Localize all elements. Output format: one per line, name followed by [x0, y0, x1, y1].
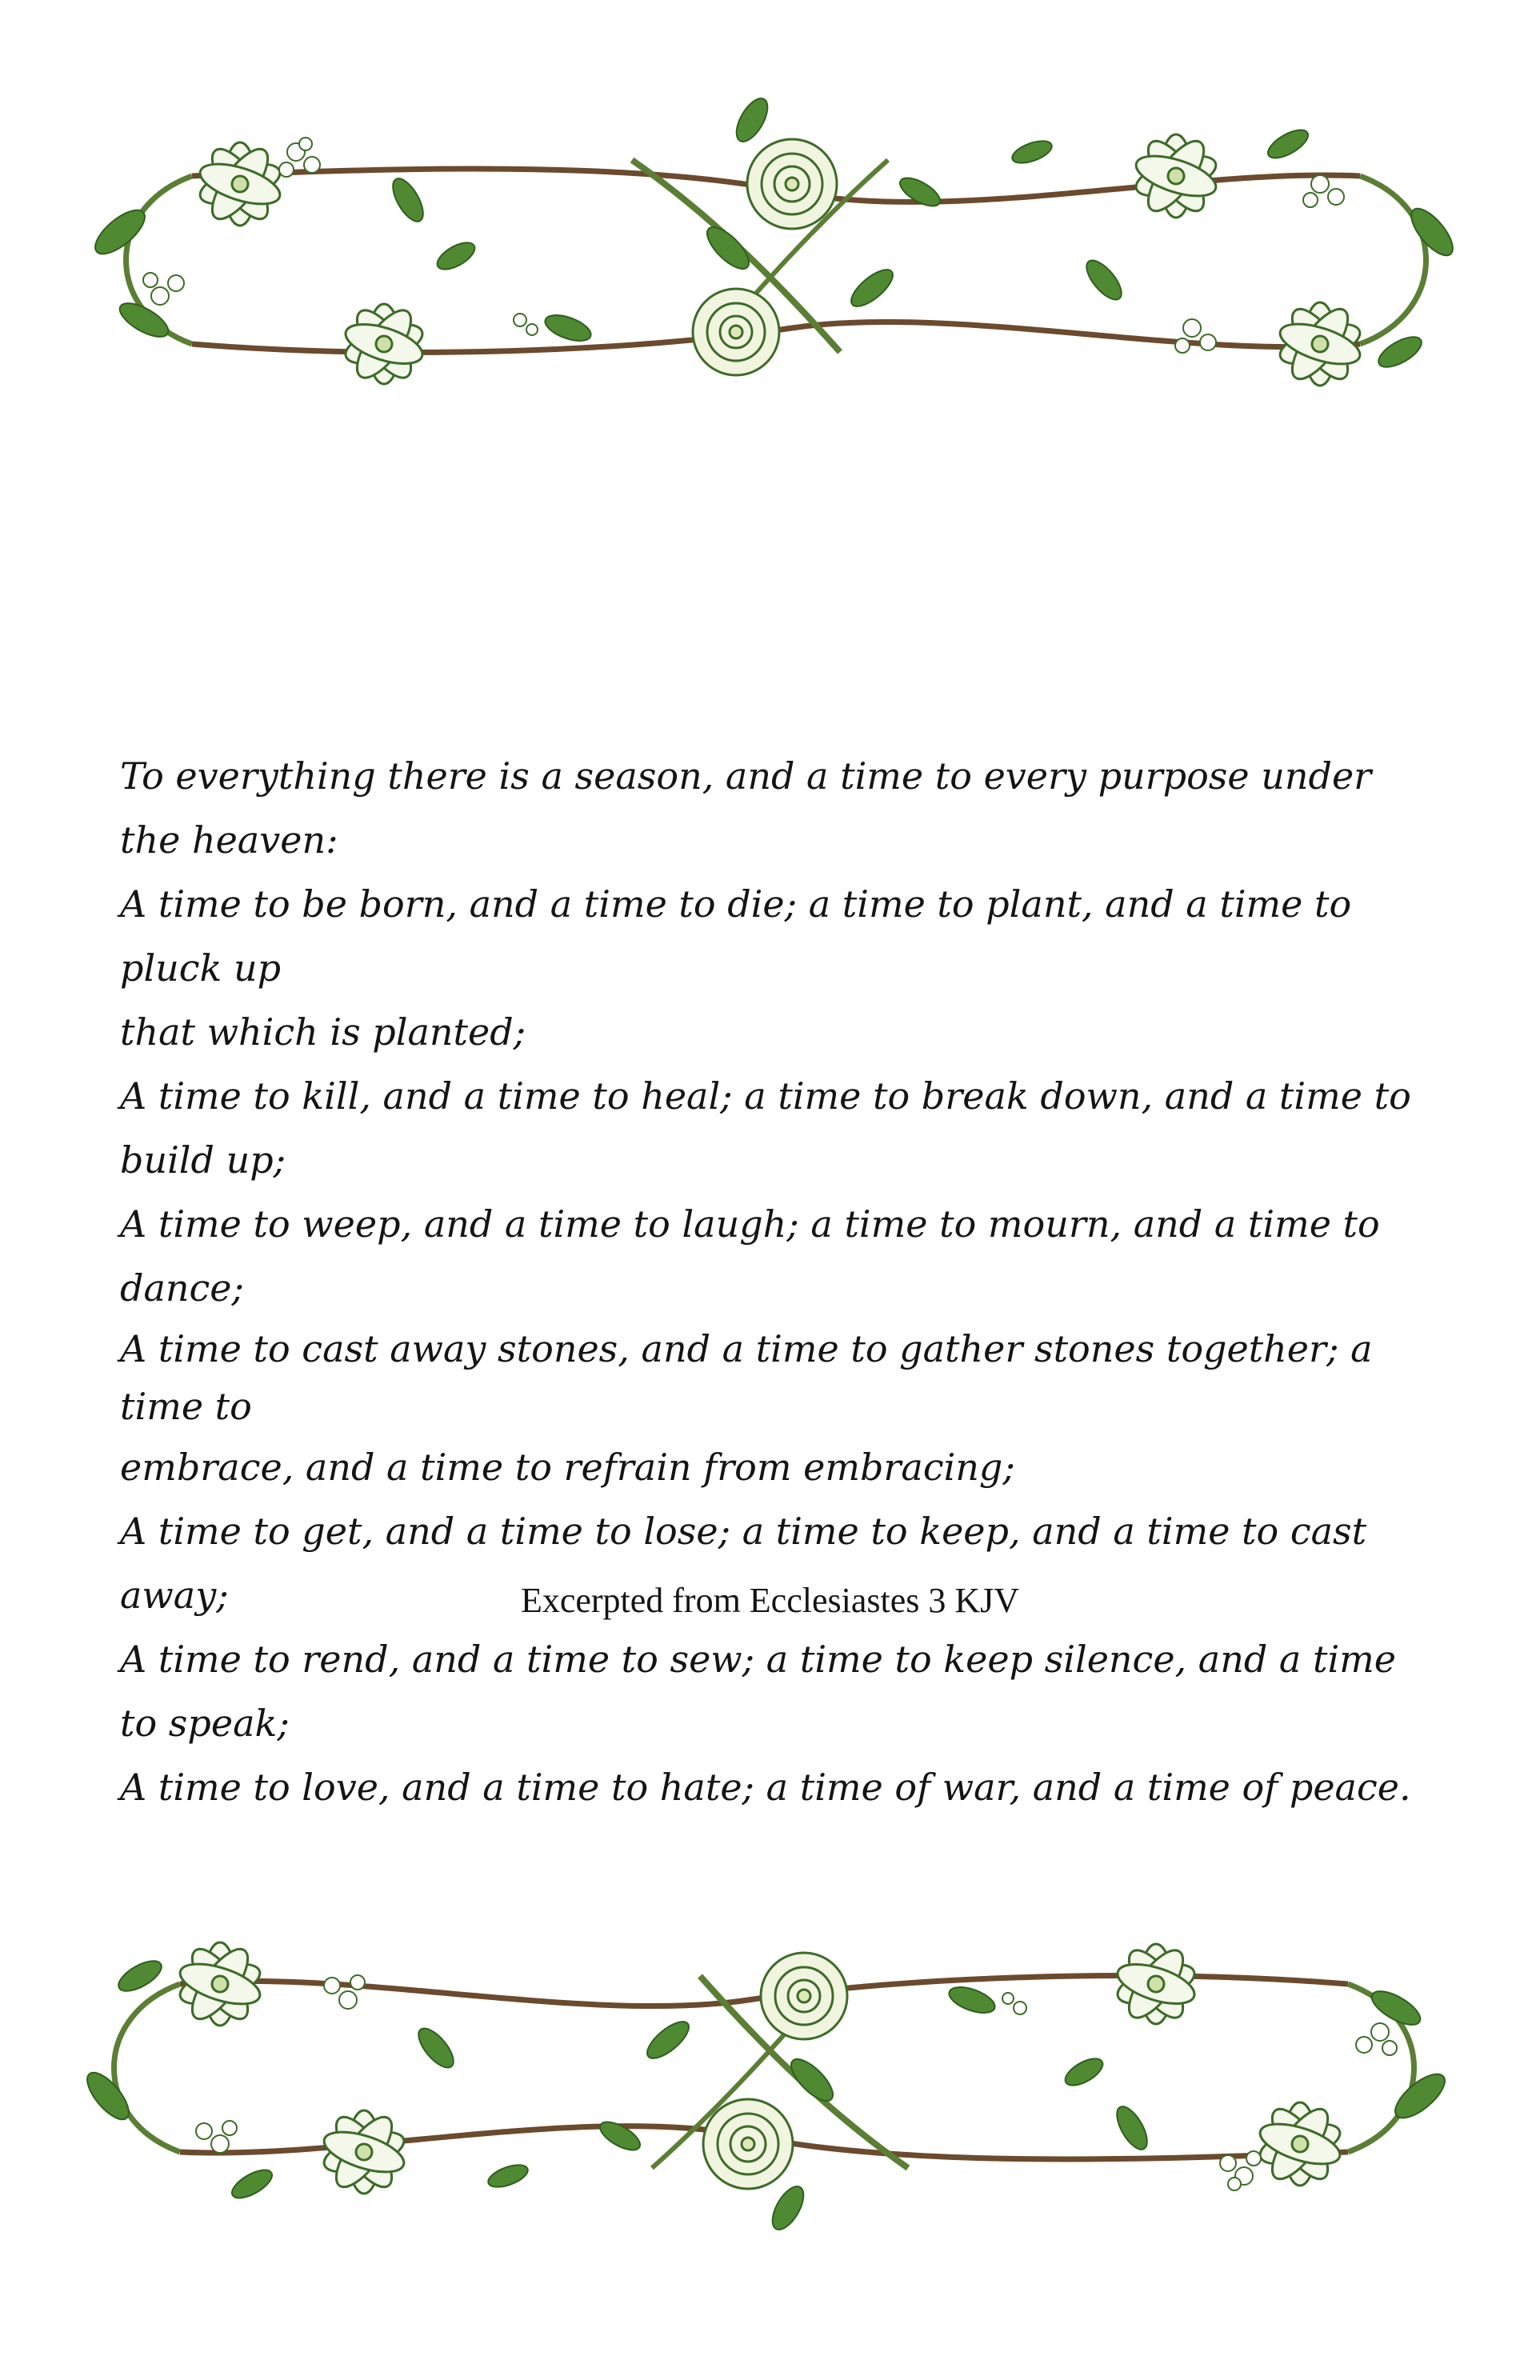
verse-line: To everything there is a season, and a time to every purpose under the heaven: — [120, 754, 1372, 862]
verse-line: embrace, and a time to refrain from embracing; — [120, 1446, 1015, 1489]
floral-vine-border-top — [72, 88, 1468, 448]
rose-flowers — [703, 1953, 847, 2189]
verse-line: A time to kill, and a time to heal; a time to break down, and a time to build up; — [120, 1074, 1411, 1182]
floral-vine-border-bottom — [72, 1880, 1468, 2240]
verse-text — [120, 744, 1440, 1819]
verse-line: that which is planted; — [120, 1010, 526, 1054]
rose-flowers — [693, 139, 837, 375]
verse-line: A time to weep, and a time to laugh; a time to mourn, and a time to dance; — [120, 1202, 1380, 1310]
verse-line: A time to love, and a time to hate; a time of war, and a time of peace. — [120, 1766, 1411, 1809]
attribution: Excerpted from Ecclesiastes 3 KJV — [520, 1581, 1020, 1620]
verse-line: A time to get, and a time to lose; a time to keep, and a time to cast away; — [120, 1510, 1367, 1617]
verse-line: A time to cast away stones, and a time to gather stones together; a time to — [120, 1327, 1373, 1428]
verse-line: A time to rend, and a time to sew; a time to keep silence, and a time to speak; — [120, 1638, 1396, 1745]
verse-line: A time to be born, and a time to die; a time to plant, and a time to pluck up — [120, 882, 1352, 990]
